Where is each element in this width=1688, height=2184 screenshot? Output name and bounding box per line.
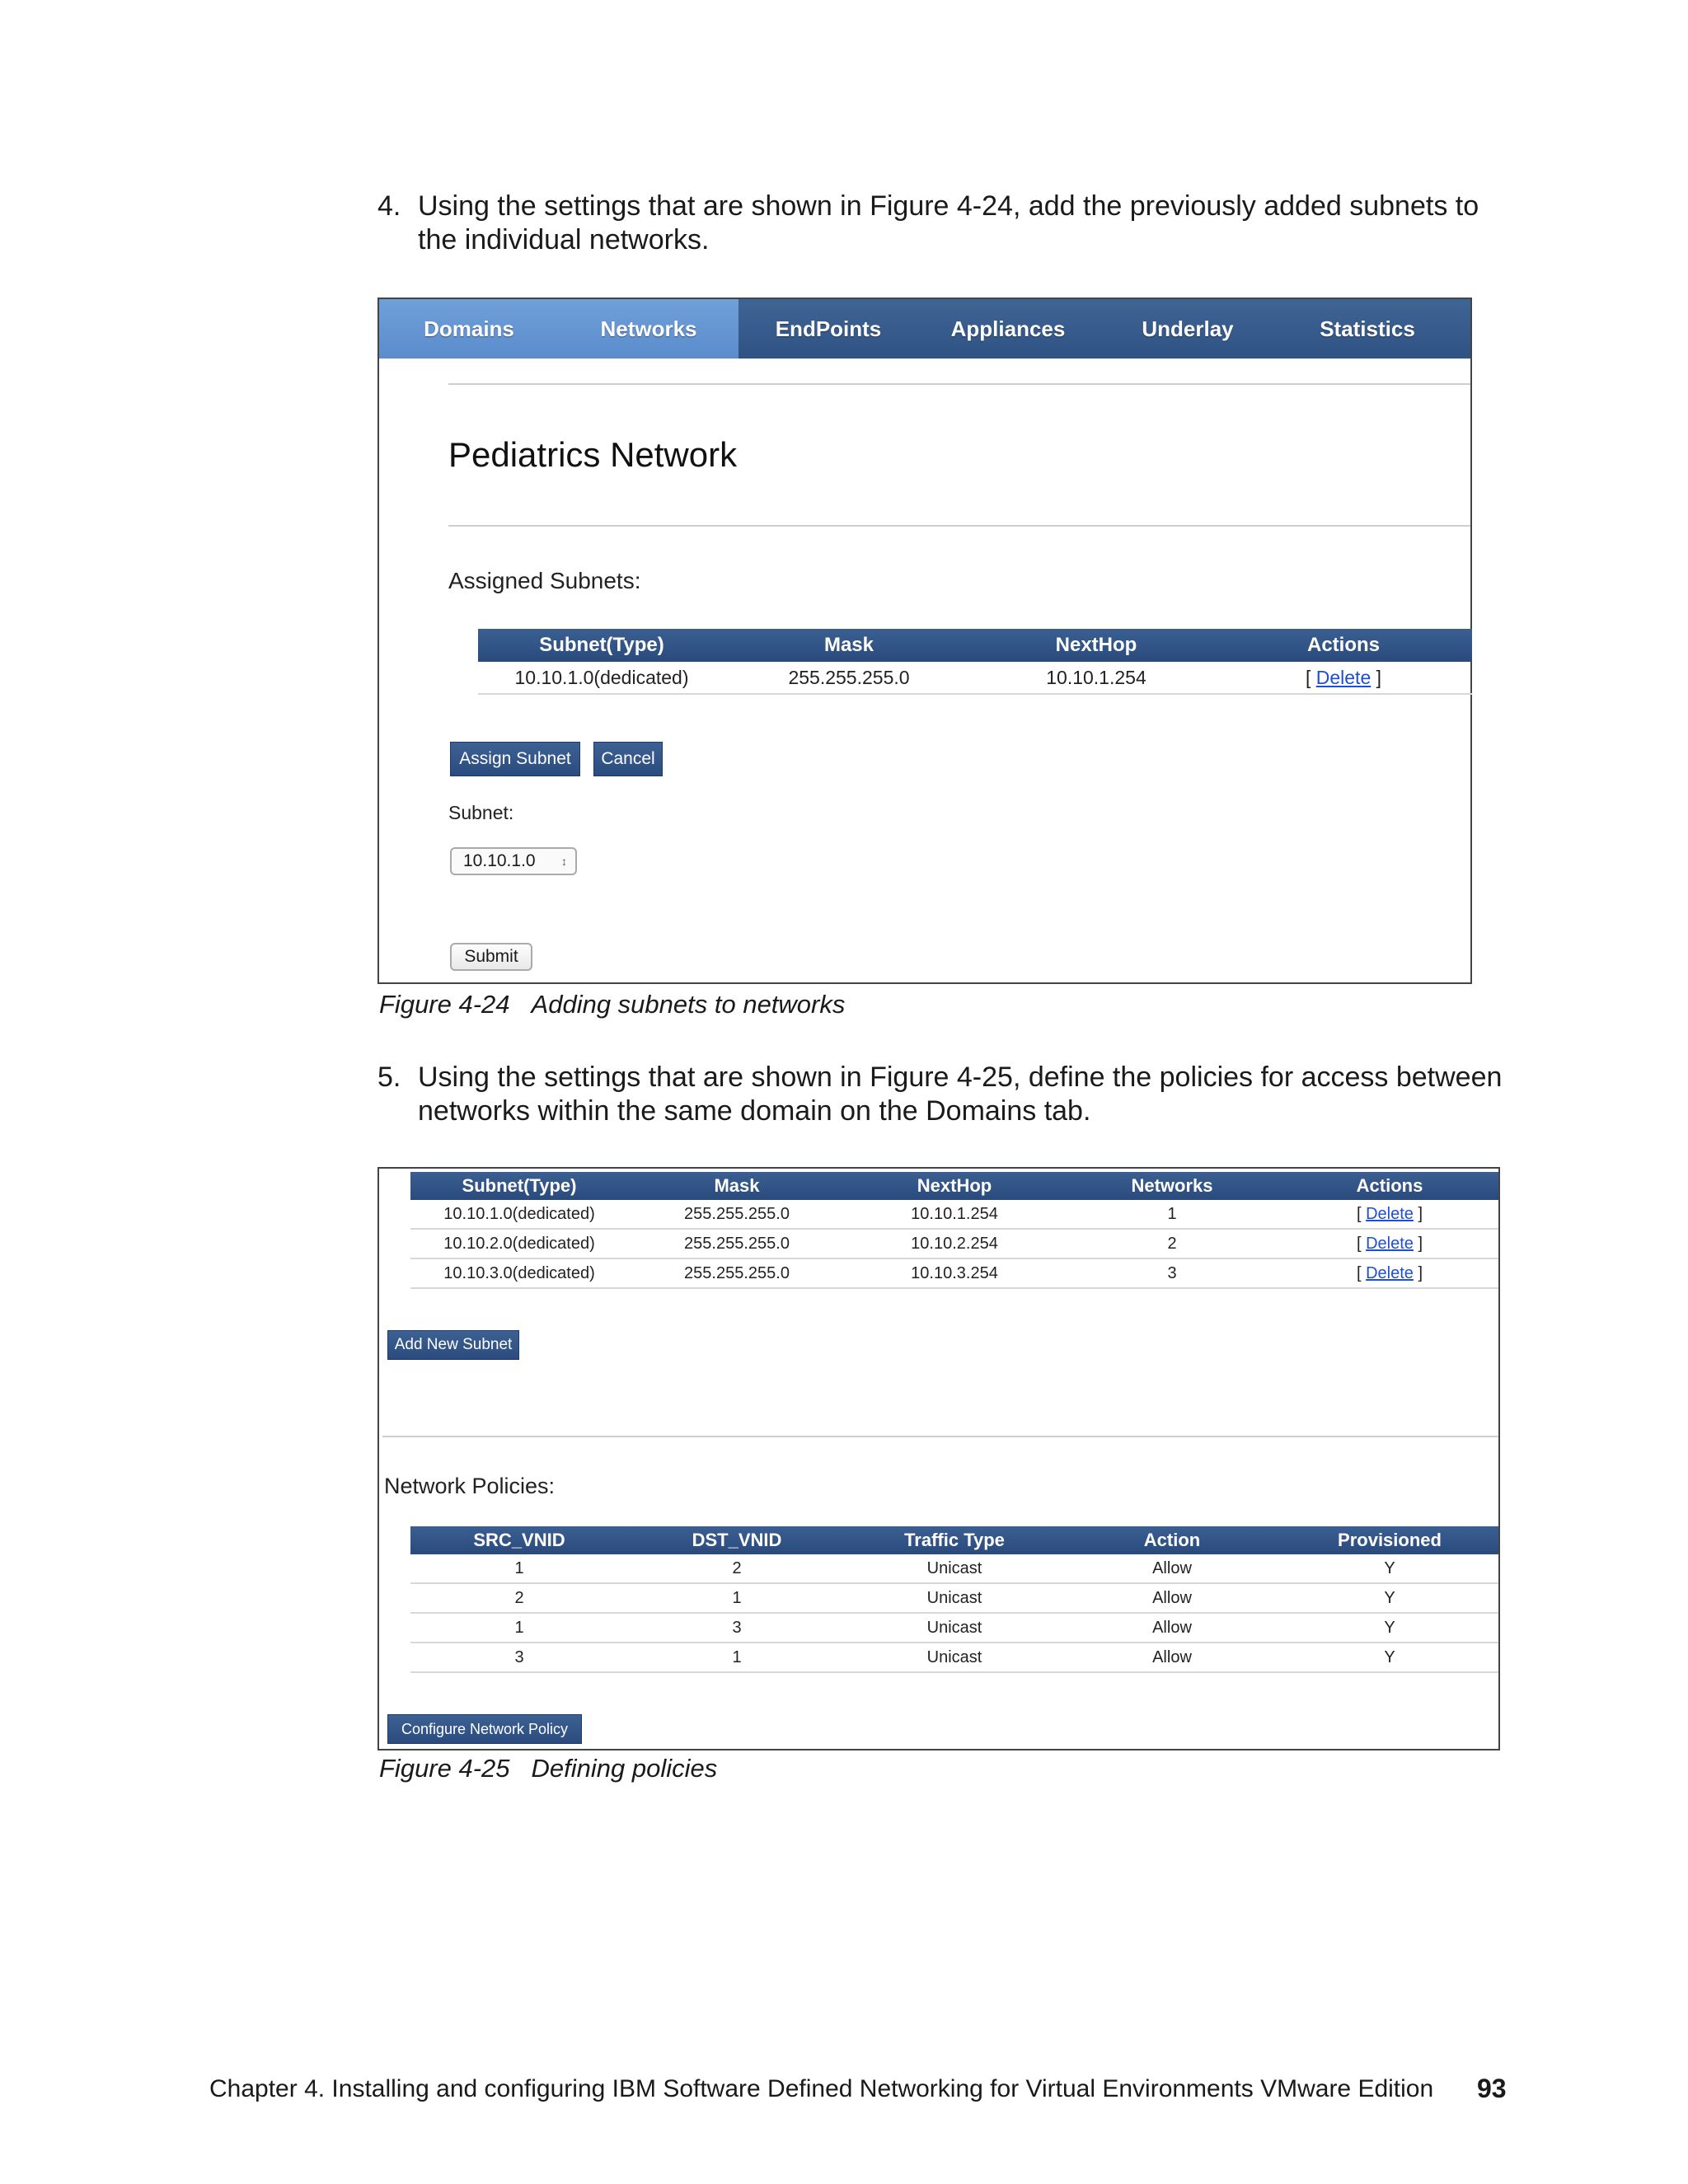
step-number: 5. [377, 1062, 401, 1093]
figure-4-24 [377, 298, 1472, 984]
bracket-open: [ [1356, 1204, 1362, 1223]
delete-link[interactable]: Delete [1315, 666, 1372, 688]
col-actions: Actions [1306, 634, 1380, 656]
step-4 [377, 190, 1523, 257]
cell-src: 3 [514, 1647, 524, 1666]
cell-src: 1 [514, 1558, 524, 1577]
step-number: 4. [377, 190, 401, 222]
bracket-open: [ [1356, 1263, 1362, 1282]
configure-network-policy-button[interactable]: Configure Network Policy [387, 1714, 582, 1744]
table-row [410, 1614, 1498, 1643]
chevron-updown-icon: ↕ [561, 855, 567, 868]
col-mask: Mask [823, 634, 874, 656]
cell-nexthop: 10.10.2.254 [911, 1234, 998, 1253]
table-row [478, 662, 1472, 695]
col-mask: Mask [714, 1175, 760, 1196]
col-traffic-type: Traffic Type [904, 1530, 1005, 1550]
col-nexthop: NextHop [1055, 634, 1137, 656]
cell-dst: 1 [732, 1588, 742, 1607]
tab-endpoints[interactable]: EndPoints [738, 299, 918, 359]
divider [448, 525, 1470, 527]
cell-networks: 2 [1167, 1234, 1177, 1253]
col-action: Action [1143, 1530, 1201, 1550]
cell-src: 1 [514, 1618, 524, 1637]
delete-link[interactable]: Delete [1366, 1263, 1414, 1282]
delete-link[interactable]: Delete [1366, 1204, 1414, 1223]
subnet-label: Subnet: [448, 802, 514, 823]
cell-action: Allow [1152, 1647, 1192, 1666]
col-actions: Actions [1356, 1175, 1423, 1196]
caption-text: Adding subnets to networks [531, 990, 846, 1019]
bracket-close: ] [1418, 1234, 1423, 1253]
cell-subnet: 10.10.2.0(dedicated) [443, 1234, 595, 1253]
figure-caption [379, 990, 845, 1019]
assigned-subnets-label: Assigned Subnets: [448, 568, 641, 593]
cell-type: Unicast [926, 1588, 982, 1607]
table-row [410, 1259, 1498, 1289]
cell-action: Allow [1152, 1558, 1192, 1577]
step-text: Using the settings that are shown in Figure 4-24, add the previously added subnets to the individual networks. [418, 190, 1479, 255]
cell-dst: 1 [732, 1647, 742, 1666]
step-text: Using the settings that are shown in Figure 4-25, define the policies for access between networks within the same domain on the Domains tab. [418, 1062, 1503, 1127]
col-src-vnid: SRC_VNID [473, 1530, 565, 1550]
subnet-select[interactable] [450, 847, 577, 875]
cell-actions [1281, 1264, 1498, 1283]
tab-underlay[interactable]: Underlay [1098, 299, 1278, 359]
cell-mask: 255.255.255.0 [684, 1263, 790, 1282]
table-row [410, 1554, 1498, 1584]
col-subnet-type: Subnet(Type) [462, 1175, 577, 1196]
network-policies-label: Network Policies: [384, 1474, 556, 1498]
cell-actions [1281, 1235, 1498, 1254]
cell-provisioned: Y [1384, 1647, 1395, 1666]
figure-caption [379, 1754, 717, 1783]
cell-action: Allow [1152, 1588, 1192, 1607]
page-title: Pediatrics Network [448, 435, 738, 474]
cell-provisioned: Y [1384, 1618, 1395, 1637]
cell-mask: 255.255.255.0 [684, 1204, 790, 1223]
table-row [410, 1230, 1498, 1259]
cell-provisioned: Y [1384, 1558, 1395, 1577]
divider [382, 1436, 1498, 1437]
add-new-subnet-button[interactable]: Add New Subnet [387, 1330, 519, 1360]
cell-provisioned: Y [1384, 1588, 1395, 1607]
delete-link[interactable]: Delete [1366, 1234, 1414, 1253]
cell-networks: 3 [1167, 1263, 1177, 1282]
cell-actions [1220, 667, 1467, 689]
bracket-open: [ [1305, 666, 1311, 688]
cell-dst: 2 [732, 1558, 742, 1577]
col-dst-vnid: DST_VNID [692, 1530, 782, 1550]
cell-action: Allow [1152, 1618, 1192, 1637]
bracket-close: ] [1376, 666, 1382, 688]
bracket-open: [ [1356, 1234, 1362, 1253]
col-subnet-type: Subnet(Type) [539, 634, 664, 656]
cell-nexthop: 10.10.1.254 [911, 1204, 998, 1223]
bracket-close: ] [1418, 1204, 1423, 1223]
subnet-table-header [410, 1172, 1498, 1200]
subnet-select-value: 10.10.1.0 [463, 851, 536, 870]
col-nexthop: NextHop [917, 1175, 992, 1196]
nav-filler [1457, 299, 1470, 359]
cell-subnet: 10.10.3.0(dedicated) [443, 1263, 595, 1282]
table-row [410, 1200, 1498, 1230]
caption-label: Figure 4-24 [379, 990, 510, 1019]
caption-label: Figure 4-25 [379, 1754, 510, 1783]
page-number: 93 [1477, 2074, 1507, 2103]
tab-statistics[interactable]: Statistics [1278, 299, 1457, 359]
cell-mask: 255.255.255.0 [788, 666, 910, 688]
caption-text: Defining policies [531, 1754, 718, 1783]
cell-type: Unicast [926, 1618, 982, 1637]
page-footer: Chapter 4. Installing and configuring IBM Software Defined Networking for Virtual Environments VMware Edition [209, 2075, 1434, 2102]
policy-table-header [410, 1526, 1498, 1554]
cell-nexthop: 10.10.1.254 [1046, 666, 1146, 688]
cell-type: Unicast [926, 1647, 982, 1666]
tab-networks[interactable]: Networks [559, 299, 738, 359]
cell-src: 2 [514, 1588, 524, 1607]
tab-domains[interactable]: Domains [379, 299, 559, 359]
cell-actions [1281, 1205, 1498, 1224]
bracket-close: ] [1418, 1263, 1423, 1282]
divider [448, 383, 1470, 385]
figure-4-25 [377, 1167, 1500, 1750]
cell-mask: 255.255.255.0 [684, 1234, 790, 1253]
tab-appliances[interactable]: Appliances [918, 299, 1098, 359]
cell-type: Unicast [926, 1558, 982, 1577]
table-row [410, 1643, 1498, 1673]
col-provisioned: Provisioned [1338, 1530, 1442, 1550]
cell-nexthop: 10.10.3.254 [911, 1263, 998, 1282]
cell-dst: 3 [732, 1618, 742, 1637]
assign-subnet-button[interactable]: Assign Subnet [450, 742, 580, 776]
subnet-table-header [478, 629, 1472, 662]
col-networks: Networks [1131, 1175, 1213, 1196]
cancel-button[interactable]: Cancel [593, 742, 663, 776]
cell-subnet: 10.10.1.0(dedicated) [514, 666, 689, 688]
table-row [410, 1584, 1498, 1614]
step-5 [377, 1061, 1523, 1128]
cell-networks: 1 [1167, 1204, 1177, 1223]
cell-subnet: 10.10.1.0(dedicated) [443, 1204, 595, 1223]
top-nav [379, 299, 1470, 359]
submit-button[interactable]: Submit [450, 943, 532, 971]
